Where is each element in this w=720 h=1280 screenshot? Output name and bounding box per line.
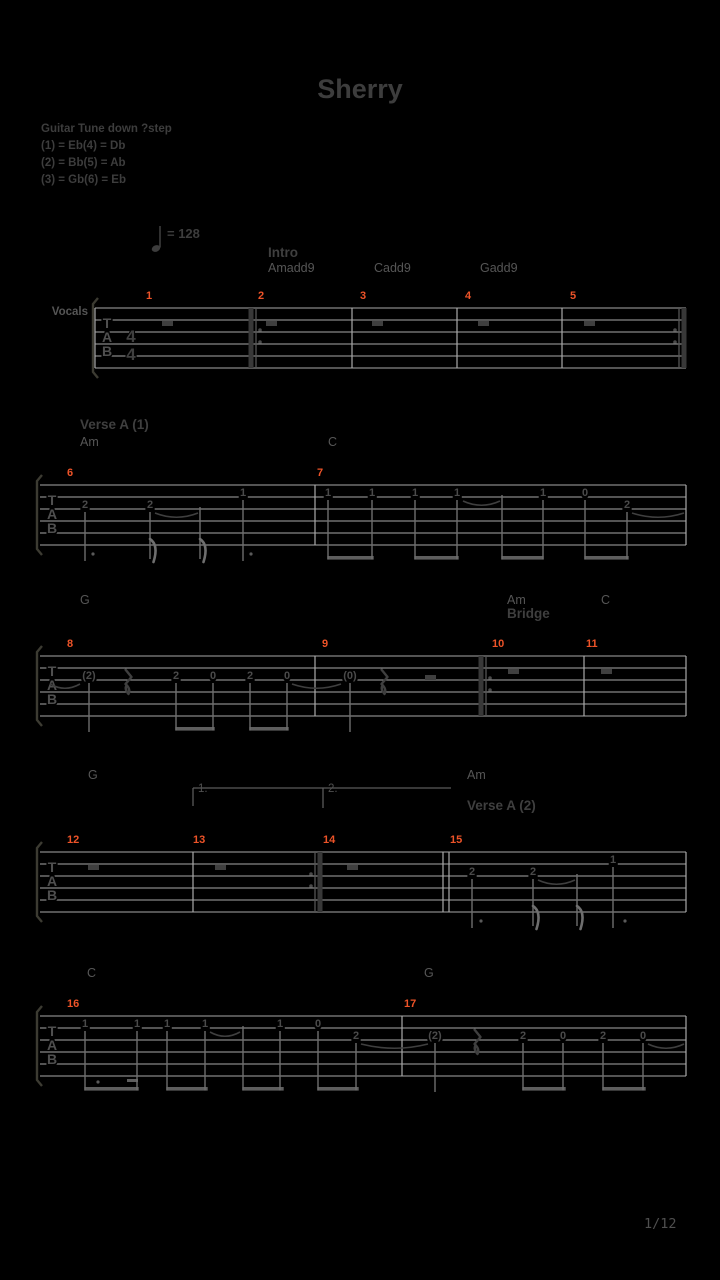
fret-number: 0: [283, 670, 291, 682]
tab-clef-letter: A: [46, 1037, 58, 1053]
tie-arc: [632, 513, 684, 517]
augmentation-dot: [91, 552, 94, 555]
quarter-rest: [125, 669, 132, 694]
chord-label: Am: [507, 593, 526, 607]
eighth-flag: [200, 539, 206, 562]
augmentation-dot: [623, 919, 626, 922]
system-bracket: [37, 842, 42, 922]
fret-number: 0: [581, 487, 589, 499]
chord-label: G: [424, 966, 434, 980]
tab-clef-letter: T: [47, 1023, 57, 1039]
measure-number: 17: [404, 998, 417, 1010]
chord-label: Amadd9: [268, 261, 315, 275]
fret-number: 2: [146, 499, 154, 511]
eighth-flag: [150, 539, 156, 562]
fret-number: 2: [352, 1030, 360, 1042]
beam: [522, 1087, 565, 1091]
measure-number: 6: [67, 467, 74, 479]
measure-number: 3: [360, 290, 367, 302]
whole-rest: [508, 669, 519, 674]
time-signature-bottom: 4: [126, 345, 136, 364]
tuning-line: (2) = Bb(5) = Ab: [41, 157, 126, 169]
tie-arc: [155, 513, 198, 517]
tab-clef-letter: B: [46, 1051, 58, 1067]
chord-label: G: [80, 593, 90, 607]
augmentation-dot: [96, 1080, 99, 1083]
measure-number: 11: [586, 638, 598, 650]
chord-label: C: [601, 593, 611, 607]
tab-clef-letter: T: [47, 859, 57, 875]
page-indicator: 1/12: [644, 1216, 677, 1232]
time-signature-top: 4: [126, 327, 136, 346]
measure-number: 2: [258, 290, 265, 302]
whole-rest: [601, 669, 612, 674]
fret-number: (2): [428, 1030, 442, 1042]
beam: [317, 1087, 358, 1091]
fret-number: 2: [519, 1030, 527, 1042]
chord-label: C: [328, 435, 338, 449]
whole-rest: [347, 865, 358, 870]
tuning-line: (1) = Eb(4) = Db: [41, 140, 126, 152]
augmentation-dot: [479, 919, 482, 922]
tie-arc: [292, 684, 341, 688]
section-label: Verse A (2): [467, 798, 536, 813]
beam: [249, 727, 288, 731]
fret-number: 0: [209, 670, 217, 682]
fret-number: 2: [172, 670, 180, 682]
eighth-flag: [577, 906, 583, 929]
measure-number: 1: [146, 290, 153, 302]
fret-number: 1: [539, 487, 547, 499]
chord-label: Gadd9: [480, 261, 518, 275]
measure-number: 12: [67, 834, 80, 846]
fret-number: 2: [529, 866, 537, 878]
fret-number: 2: [623, 499, 631, 511]
fret-number: 1: [609, 854, 617, 866]
fret-number: 1: [133, 1018, 141, 1030]
fret-number: 2: [599, 1030, 607, 1042]
measure-number: 8: [67, 638, 74, 650]
repeat-dot: [673, 328, 677, 332]
tie-arc: [538, 880, 575, 884]
chord-label: G: [88, 768, 98, 782]
repeat-end-bar: [682, 308, 687, 368]
chord-label: Am: [467, 768, 486, 782]
tab-clef-letter: T: [47, 663, 57, 679]
quarter-rest: [474, 1029, 481, 1054]
measure-number: 5: [570, 290, 577, 302]
repeat-dot: [488, 688, 492, 692]
measure-number: 16: [67, 998, 80, 1010]
repeat-dot: [309, 872, 313, 876]
measure-number: 13: [193, 834, 206, 846]
fret-number: 1: [163, 1018, 171, 1030]
whole-rest: [372, 321, 383, 326]
fret-number: 1: [239, 487, 247, 499]
whole-rest: [266, 321, 277, 326]
fret-number: 1: [368, 487, 376, 499]
quarter-rest: [381, 669, 388, 694]
tab-clef-letter: A: [46, 677, 58, 693]
repeat-dot: [673, 340, 677, 344]
tab-clef-letter: A: [46, 506, 58, 522]
fret-number: 1: [81, 1018, 89, 1030]
chord-label: Cadd9: [374, 261, 411, 275]
half-rest: [425, 675, 436, 680]
measure-number: 7: [317, 467, 324, 479]
fret-number: 0: [314, 1018, 322, 1030]
tie-arc: [463, 501, 500, 505]
fret-number: 1: [201, 1018, 209, 1030]
fret-number: 2: [468, 866, 476, 878]
fret-number: 1: [324, 487, 332, 499]
beam: [501, 556, 543, 560]
fret-number: 2: [81, 499, 89, 511]
measure-number: 4: [465, 290, 472, 302]
tuning-line: (3) = Gb(6) = Eb: [41, 174, 126, 186]
volta-label: 2.: [328, 783, 338, 795]
beam: [84, 1087, 138, 1091]
repeat-dot: [258, 328, 262, 332]
whole-rest: [478, 321, 489, 326]
tuning-line: Guitar Tune down ?step: [41, 123, 172, 135]
chord-label: C: [87, 966, 97, 980]
tie-arc: [210, 1032, 240, 1036]
page-title: Sherry: [317, 74, 403, 104]
measure-number: 15: [450, 834, 463, 846]
whole-rest: [162, 321, 173, 326]
beam: [584, 556, 628, 560]
fret-number: 1: [276, 1018, 284, 1030]
chord-label: Am: [80, 435, 99, 449]
whole-rest: [584, 321, 595, 326]
fret-number: 0: [559, 1030, 567, 1042]
fret-number: 0: [639, 1030, 647, 1042]
eighth-flag: [533, 906, 539, 929]
tab-clef-letter: T: [102, 315, 112, 331]
augmentation-dot: [249, 552, 252, 555]
beam: [414, 556, 458, 560]
section-label: Verse A (1): [80, 417, 149, 432]
repeat-end-bar: [318, 852, 323, 912]
fret-number: 1: [453, 487, 461, 499]
tab-clef-letter: A: [46, 873, 58, 889]
tab-clef-letter: B: [46, 520, 58, 536]
beam: [166, 1087, 207, 1091]
tempo-bpm-label: = 128: [167, 226, 200, 241]
repeat-dot: [309, 884, 313, 888]
fret-number: (2): [82, 670, 96, 682]
section-label: Intro: [268, 245, 298, 260]
tab-clef-letter: B: [46, 887, 58, 903]
repeat-dot: [488, 676, 492, 680]
tie-arc: [648, 1044, 684, 1048]
tab-clef-letter: A: [101, 329, 113, 345]
system-bracket: [37, 475, 42, 555]
fret-number: (0): [343, 670, 357, 682]
beam: [242, 1087, 283, 1091]
tab-clef-letter: B: [101, 343, 113, 359]
repeat-start-bar: [479, 656, 484, 716]
beam: [327, 556, 373, 560]
tab-clef-letter: B: [46, 691, 58, 707]
volta-label: 1.: [198, 783, 208, 795]
whole-rest: [88, 865, 99, 870]
tab-clef-letter: T: [47, 492, 57, 508]
fret-number: 2: [246, 670, 254, 682]
measure-number: 10: [492, 638, 505, 650]
system-bracket: [37, 646, 42, 726]
repeat-start-bar: [249, 308, 254, 368]
system-bracket: [37, 1006, 42, 1086]
tie-arc: [361, 1044, 428, 1048]
measure-number: 14: [323, 834, 336, 846]
repeat-dot: [258, 340, 262, 344]
section-label: Bridge: [507, 606, 550, 621]
track-label: Vocals: [51, 306, 88, 318]
beam: [175, 727, 214, 731]
measure-number: 9: [322, 638, 329, 650]
fret-number: 1: [411, 487, 419, 499]
whole-rest: [215, 865, 226, 870]
beam: [602, 1087, 645, 1091]
